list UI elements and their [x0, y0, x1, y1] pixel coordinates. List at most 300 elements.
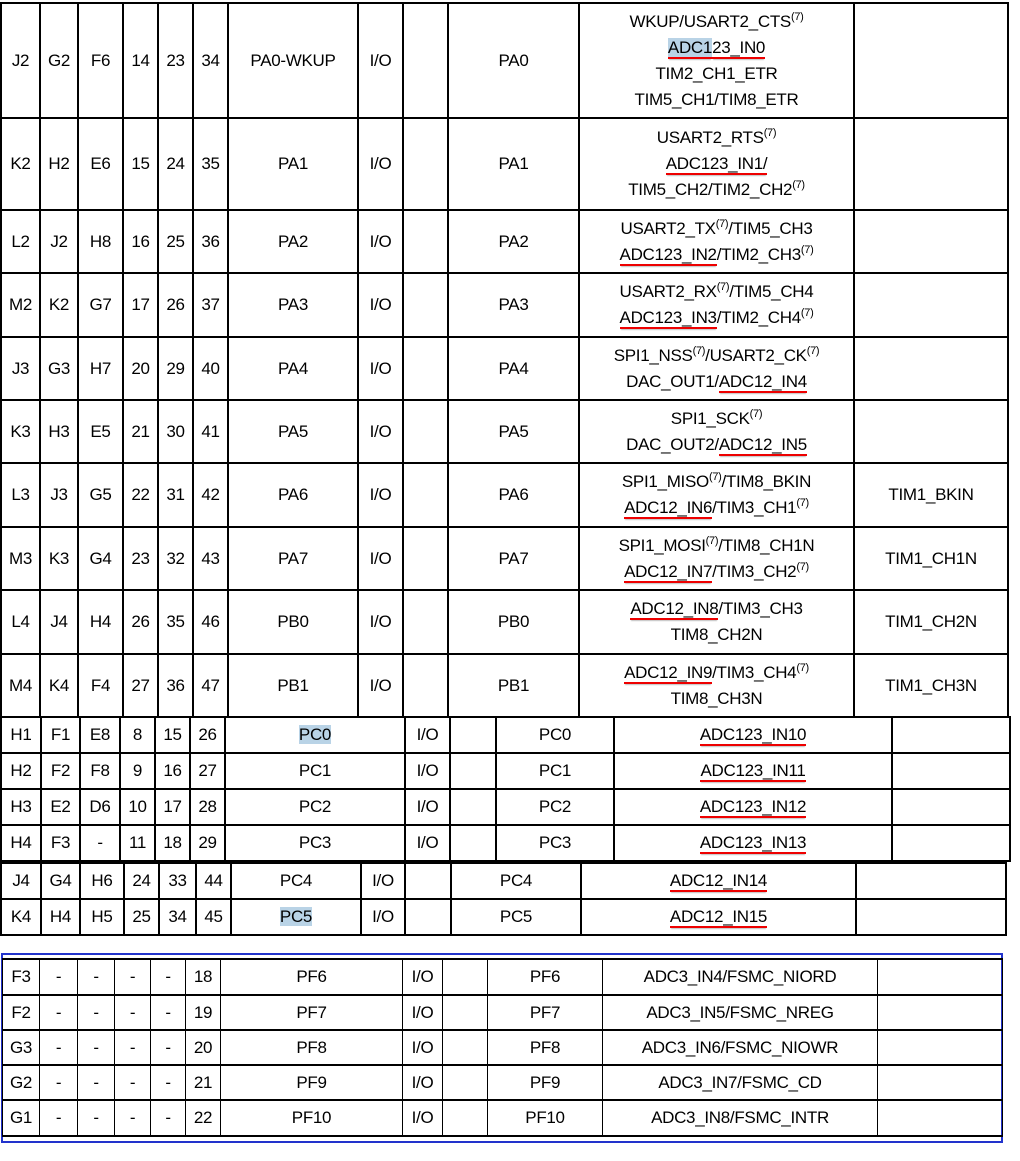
pin-name-cell — [221, 1030, 403, 1065]
pin-lqfp64-cell — [123, 210, 158, 273]
main-function-cell — [448, 527, 579, 590]
io-level-cell — [403, 463, 448, 527]
pin-name: PF6 — [296, 967, 327, 986]
pin-type-cell — [358, 3, 403, 118]
pin-type: I/O — [411, 1108, 434, 1127]
pin-lqfp64: 20 — [131, 358, 150, 378]
pin-name-cell — [228, 273, 358, 337]
pin-lqfp100: 23 — [166, 50, 185, 70]
alternate-function-line — [580, 151, 853, 177]
alternate-function-line — [603, 964, 877, 990]
pin-lqfp144-cell — [193, 400, 228, 463]
pin-type-cell — [405, 825, 450, 861]
pin-name: PA1 — [278, 154, 308, 173]
ball-bga100: D6 — [89, 797, 111, 816]
pin-lqfp100: 26 — [166, 295, 185, 314]
ball-lfbga144: M4 — [8, 675, 33, 695]
pin-lqfp144: 35 — [201, 154, 220, 173]
pin-lqfp64: - — [129, 967, 136, 986]
alternate-function-text: DAC_OUT2/ — [626, 434, 719, 454]
pin-lqfp144: 46 — [201, 612, 220, 631]
alternate-function-text: SPI1_NSS — [613, 345, 693, 365]
ball-wlcsp64: E2 — [50, 797, 71, 816]
alternate-function-line — [580, 125, 853, 151]
pin-name: PA0-WKUP — [250, 50, 336, 70]
ball-lfbga144: H3 — [10, 797, 32, 816]
pin-lqfp64-cell — [115, 1030, 151, 1065]
alternate-function-line — [580, 686, 853, 712]
ball-lfbga144-cell — [1, 590, 40, 654]
pin-lqfp144-cell — [196, 899, 231, 935]
ball-wlcsp64-cell — [40, 959, 78, 995]
pin-lqfp100-cell — [155, 789, 190, 825]
pin-name: PF9 — [296, 1072, 327, 1092]
pin-type: I/O — [369, 548, 392, 568]
pin-lqfp144-cell — [190, 825, 225, 861]
io-level-cell — [403, 590, 448, 654]
ball-wlcsp64-cell — [40, 527, 78, 590]
ball-bga100: H5 — [91, 907, 113, 926]
ball-bga100-cell — [80, 899, 124, 935]
alternate-function-text: ADC3_IN6/FSMC_NIOWR — [641, 1037, 839, 1057]
alternate-function-text: 23_IN0 — [712, 37, 766, 57]
alternate-function-line — [580, 369, 853, 395]
ball-wlcsp64: F2 — [50, 761, 71, 780]
alternate-function-line — [580, 279, 853, 305]
pin-lqfp100-cell — [158, 463, 193, 527]
pin-lqfp100: - — [165, 967, 171, 986]
pin-name-cell — [228, 527, 358, 590]
pin-lqfp100-cell — [151, 959, 186, 995]
footnote-ref: (7) — [749, 407, 763, 420]
alternate-function-line — [580, 559, 853, 585]
pin-lqfp100-cell — [158, 3, 193, 118]
pin-lqfp100: 30 — [166, 421, 185, 441]
pin-lqfp144: 40 — [201, 358, 220, 378]
pin-name-cell — [228, 118, 358, 210]
ball-wlcsp64: J4 — [50, 612, 68, 631]
pin-name-cell — [221, 959, 403, 995]
remap-cell — [854, 527, 1008, 590]
ball-lfbga144-cell — [1, 273, 40, 337]
table-row — [1, 3, 1008, 118]
alternate-functions-cell — [603, 1065, 878, 1100]
pin-lqfp64-cell — [120, 789, 155, 825]
table-row — [3, 1030, 1003, 1065]
ball-bga100: H6 — [91, 871, 113, 890]
main-function: PC2 — [538, 797, 572, 816]
remap-cell — [854, 400, 1008, 463]
pin-type: I/O — [416, 797, 439, 816]
pin-table-section — [0, 716, 1011, 862]
alternate-function-text: SPI1_MISO — [621, 472, 709, 491]
main-function: PF10 — [525, 1108, 565, 1127]
ball-bga100-cell — [80, 789, 120, 825]
pin-lqfp64: 9 — [132, 761, 143, 780]
pin-lqfp144-cell — [193, 210, 228, 273]
pin-name-cell — [228, 654, 358, 717]
pin-lqfp100: 36 — [166, 675, 185, 695]
pin-lqfp64: 27 — [131, 675, 150, 695]
ball-wlcsp64-cell — [41, 717, 80, 753]
ball-bga100: G7 — [89, 295, 112, 314]
alternate-functions-cell — [581, 899, 856, 935]
alternate-function-text: TIM5_CH2/TIM2_CH2 — [628, 180, 793, 199]
remap-function: TIM1_CH2N — [885, 612, 977, 631]
alternate-function-text: ADC12_IN14 — [669, 871, 768, 890]
alternate-functions-cell — [614, 789, 892, 825]
remap-cell — [854, 273, 1008, 337]
remap-cell — [878, 995, 1003, 1030]
ball-lfbga144: G3 — [9, 1037, 33, 1057]
main-function-cell — [496, 717, 614, 753]
pin-name: PA3 — [278, 295, 308, 314]
table-row — [1, 899, 1006, 935]
pin-lqfp100-cell — [159, 863, 196, 899]
ball-bga100: - — [93, 967, 99, 986]
main-function-cell — [448, 210, 579, 273]
remap-cell — [856, 899, 1006, 935]
pin-table-section — [0, 2, 1009, 718]
pin-name-cell — [225, 825, 405, 861]
pin-lqfp100: 16 — [163, 761, 182, 780]
pin-type-cell — [403, 1065, 443, 1100]
alternate-functions-cell — [614, 825, 892, 861]
remap-cell — [854, 210, 1008, 273]
io-level-cell — [450, 717, 496, 753]
pin-lqfp144: 44 — [204, 871, 223, 890]
ball-lfbga144-cell — [3, 1100, 40, 1136]
pin-lqfp144: 29 — [198, 833, 217, 852]
pin-lqfp100-cell — [158, 273, 193, 337]
pin-name-cell — [221, 995, 403, 1030]
pin-lqfp100-cell — [151, 1030, 186, 1065]
remap-cell — [854, 118, 1008, 210]
pin-name: PC4 — [279, 871, 313, 890]
pin-lqfp100: 35 — [166, 612, 185, 631]
remap-cell — [856, 863, 1006, 899]
ball-wlcsp64: - — [55, 1072, 62, 1092]
footnote-ref: (7) — [763, 127, 777, 139]
ball-bga100-cell — [78, 590, 123, 654]
alternate-function-text: /TIM5_CH4 — [729, 282, 814, 301]
main-function: PC0 — [538, 725, 572, 744]
io-level-cell — [403, 273, 448, 337]
io-level-cell — [405, 899, 451, 935]
alternate-functions-cell — [579, 527, 854, 590]
ball-wlcsp64: H3 — [48, 421, 70, 441]
pin-name: PA5 — [278, 421, 308, 441]
pin-lqfp64-cell — [120, 753, 155, 789]
pin-lqfp64: 15 — [131, 154, 150, 173]
pin-lqfp144-cell — [186, 959, 221, 995]
pin-type: I/O — [411, 967, 434, 986]
remap-cell — [878, 959, 1003, 995]
ball-bga100-cell — [80, 863, 124, 899]
main-function: PA3 — [498, 295, 529, 314]
pin-lqfp144: 36 — [201, 231, 220, 251]
alternate-function-text: TIM2_CH1_ETR — [655, 63, 778, 83]
pin-name-cell — [228, 337, 358, 400]
table-row — [1, 210, 1008, 273]
alternate-function-text: ADC12_IN9 — [624, 662, 713, 682]
remap-cell — [892, 717, 1010, 753]
ball-wlcsp64-cell — [41, 825, 80, 861]
pin-name-cell — [221, 1065, 403, 1100]
io-level-cell — [443, 1100, 488, 1136]
alternate-functions-cell — [579, 590, 854, 654]
pin-name: PF7 — [296, 1002, 327, 1022]
ball-wlcsp64-cell — [40, 590, 78, 654]
main-function: PA6 — [498, 485, 529, 504]
ball-lfbga144: G1 — [9, 1108, 33, 1127]
io-level-cell — [403, 118, 448, 210]
alternate-function-text: ADC12_IN7 — [624, 561, 713, 581]
ball-wlcsp64: - — [55, 1002, 62, 1022]
pin-name: PC1 — [298, 761, 332, 780]
table-row — [3, 1100, 1003, 1136]
ball-bga100: - — [93, 1072, 99, 1092]
pin-type: I/O — [369, 675, 392, 695]
pin-lqfp100: - — [165, 1108, 171, 1127]
ball-lfbga144-cell — [1, 654, 40, 717]
alternate-function-text: ADC123_IN1/ — [665, 154, 768, 173]
alternate-functions-cell — [579, 273, 854, 337]
pin-lqfp64: 26 — [131, 612, 150, 631]
ball-lfbga144-cell — [1, 825, 41, 861]
alternate-function-text: TIM8_CH3N — [670, 688, 763, 708]
alternate-function-line — [580, 495, 853, 521]
pin-type-cell — [361, 899, 405, 935]
pin-type-cell — [358, 210, 403, 273]
main-function: PA4 — [498, 358, 529, 378]
ball-bga100-cell — [78, 995, 115, 1030]
io-level-cell — [403, 337, 448, 400]
alternate-function-line — [580, 622, 853, 648]
ball-lfbga144: J4 — [12, 871, 30, 890]
pin-name: PF8 — [296, 1037, 327, 1057]
main-function-cell — [448, 3, 579, 118]
pin-lqfp100: 33 — [168, 871, 187, 890]
pin-type-cell — [358, 273, 403, 337]
remap-cell — [854, 337, 1008, 400]
ball-lfbga144: F2 — [11, 1002, 31, 1022]
pin-lqfp144: 34 — [201, 50, 220, 70]
main-function: PF7 — [529, 1002, 561, 1022]
main-function: PA2 — [498, 231, 529, 251]
ball-wlcsp64-cell — [41, 789, 80, 825]
main-function: PC5 — [499, 907, 533, 926]
alternate-function-line — [615, 794, 891, 820]
alternate-function-text: /TIM2_CH4 — [716, 308, 801, 327]
alternate-functions-cell — [579, 463, 854, 527]
pin-lqfp64-cell — [123, 3, 158, 118]
alternate-function-text: ADC1 — [667, 37, 713, 57]
ball-bga100-cell — [78, 654, 123, 717]
pin-lqfp64: - — [129, 1108, 136, 1127]
main-function: PC4 — [499, 871, 533, 890]
ball-wlcsp64: G2 — [47, 50, 71, 70]
alternate-function-text: DAC_OUT1/ — [626, 371, 719, 391]
pin-lqfp64: 23 — [131, 548, 150, 568]
pin-name: PA4 — [278, 358, 308, 378]
remap-cell — [878, 1100, 1003, 1136]
footnote-ref: (7) — [716, 281, 730, 293]
table-row — [3, 995, 1003, 1030]
ball-bga100-cell — [78, 463, 123, 527]
ball-bga100: E6 — [90, 154, 111, 173]
pin-lqfp144: 22 — [193, 1108, 213, 1127]
pin-lqfp100: 32 — [166, 548, 185, 568]
pin-name: PA7 — [278, 548, 308, 568]
pin-type-cell — [358, 400, 403, 463]
alternate-functions-cell — [579, 337, 854, 400]
remap-cell — [854, 654, 1008, 717]
io-level-cell — [443, 1030, 488, 1065]
alternate-functions-cell — [603, 1100, 878, 1136]
ball-wlcsp64: - — [55, 1108, 62, 1127]
ball-lfbga144-cell — [1, 717, 41, 753]
pin-lqfp64: 10 — [128, 797, 147, 816]
alternate-function-text: /TIM3_CH1 — [712, 498, 797, 517]
pin-lqfp64-cell — [115, 959, 151, 995]
alternate-function-line — [580, 87, 853, 113]
pin-lqfp144: 20 — [193, 1037, 213, 1057]
io-level-cell — [403, 210, 448, 273]
pin-lqfp100-cell — [158, 337, 193, 400]
table-row — [1, 337, 1008, 400]
alternate-function-text: /USART2_CK — [705, 345, 807, 365]
alternate-function-text: WKUP/USART2_CTS — [629, 11, 791, 31]
footnote-ref: (7) — [708, 471, 722, 483]
main-function-cell — [448, 463, 579, 527]
ball-lfbga144-cell — [1, 400, 40, 463]
ball-lfbga144: H4 — [10, 833, 32, 852]
alternate-function-line — [603, 1035, 877, 1061]
pin-lqfp64-cell — [115, 1100, 151, 1136]
ball-lfbga144-cell — [1, 3, 40, 118]
alternate-function-text: /TIM8_CH1N — [718, 535, 815, 555]
pin-lqfp144-cell — [186, 1030, 221, 1065]
ball-lfbga144: M2 — [8, 295, 33, 314]
ball-wlcsp64-cell — [40, 1030, 78, 1065]
pin-name: PA2 — [278, 231, 308, 251]
alternate-function-line — [580, 61, 853, 87]
ball-wlcsp64-cell — [40, 273, 78, 337]
pin-lqfp144: 19 — [193, 1002, 213, 1022]
ball-wlcsp64: H2 — [48, 154, 70, 173]
remap-cell — [892, 753, 1010, 789]
ball-wlcsp64-cell — [41, 753, 80, 789]
ball-lfbga144-cell — [1, 337, 40, 400]
main-function: PA5 — [498, 421, 529, 441]
pin-lqfp100-cell — [151, 1100, 186, 1136]
pin-lqfp144: 26 — [198, 725, 217, 744]
main-function: PC1 — [538, 761, 572, 780]
ball-lfbga144: J2 — [11, 50, 30, 70]
main-function: PB1 — [497, 675, 530, 695]
alternate-function-text: /TIM2_CH3 — [716, 244, 801, 264]
table-row — [3, 1065, 1003, 1100]
pin-name-cell — [228, 463, 358, 527]
pin-lqfp144-cell — [193, 654, 228, 717]
remap-function: TIM1_BKIN — [888, 485, 974, 504]
table-row — [1, 717, 1010, 753]
pin-lqfp100-cell — [158, 527, 193, 590]
alternate-functions-cell — [603, 1030, 878, 1065]
pin-type-cell — [361, 863, 405, 899]
pin-lqfp144-cell — [186, 995, 221, 1030]
alternate-function-line — [580, 343, 853, 369]
pin-lqfp64: 24 — [132, 871, 151, 890]
alternate-function-line — [580, 242, 853, 268]
main-function-cell — [448, 400, 579, 463]
table-row — [1, 118, 1008, 210]
pin-lqfp144-cell — [193, 3, 228, 118]
alternate-function-line — [603, 1000, 877, 1026]
pin-type: I/O — [416, 833, 439, 852]
remap-function: TIM1_CH3N — [885, 675, 977, 695]
io-level-cell — [403, 400, 448, 463]
ball-bga100: - — [97, 833, 103, 852]
main-function-cell — [448, 273, 579, 337]
pin-lqfp144-cell — [193, 118, 228, 210]
main-function: PF9 — [529, 1072, 561, 1092]
pin-lqfp144-cell — [196, 863, 231, 899]
pin-lqfp100-cell — [158, 118, 193, 210]
pin-name-cell — [228, 400, 358, 463]
pin-lqfp64: 25 — [132, 907, 151, 926]
main-function: PF6 — [529, 967, 561, 986]
table-row — [1, 527, 1008, 590]
pin-lqfp144-cell — [190, 753, 225, 789]
pin-type-cell — [405, 717, 450, 753]
pin-lqfp100-cell — [158, 654, 193, 717]
alternate-function-line — [580, 9, 853, 35]
alternate-function-line — [615, 830, 891, 856]
alternate-function-text: ADC12_IN8 — [630, 599, 719, 618]
ball-wlcsp64-cell — [40, 1065, 78, 1100]
alternate-function-line — [580, 660, 853, 686]
table-row — [1, 825, 1010, 861]
main-function-cell — [488, 995, 603, 1030]
footnote-ref: (7) — [796, 661, 809, 674]
ball-bga100-cell — [78, 1100, 115, 1136]
alternate-function-line — [580, 406, 853, 432]
ball-lfbga144-cell — [1, 863, 41, 899]
alternate-functions-cell — [614, 753, 892, 789]
pin-lqfp64: - — [129, 1002, 136, 1022]
ball-lfbga144: F3 — [11, 967, 31, 986]
alternate-functions-cell — [579, 400, 854, 463]
main-function-cell — [496, 789, 614, 825]
pin-lqfp144: 43 — [201, 548, 220, 568]
pin-lqfp64: 17 — [131, 295, 150, 314]
pin-type: I/O — [416, 725, 439, 744]
ball-lfbga144: K4 — [10, 907, 32, 926]
pin-lqfp64-cell — [120, 825, 155, 861]
main-function-cell — [496, 753, 614, 789]
main-function-cell — [496, 825, 614, 861]
ball-bga100-cell — [80, 825, 120, 861]
pin-lqfp144: 37 — [201, 295, 220, 314]
alternate-functions-cell — [579, 118, 854, 210]
alternate-function-line — [615, 722, 891, 748]
remap-cell — [878, 1030, 1003, 1065]
pin-lqfp144-cell — [193, 527, 228, 590]
alternate-function-text: /TIM5_CH3 — [728, 218, 813, 238]
ball-lfbga144-cell — [1, 527, 40, 590]
